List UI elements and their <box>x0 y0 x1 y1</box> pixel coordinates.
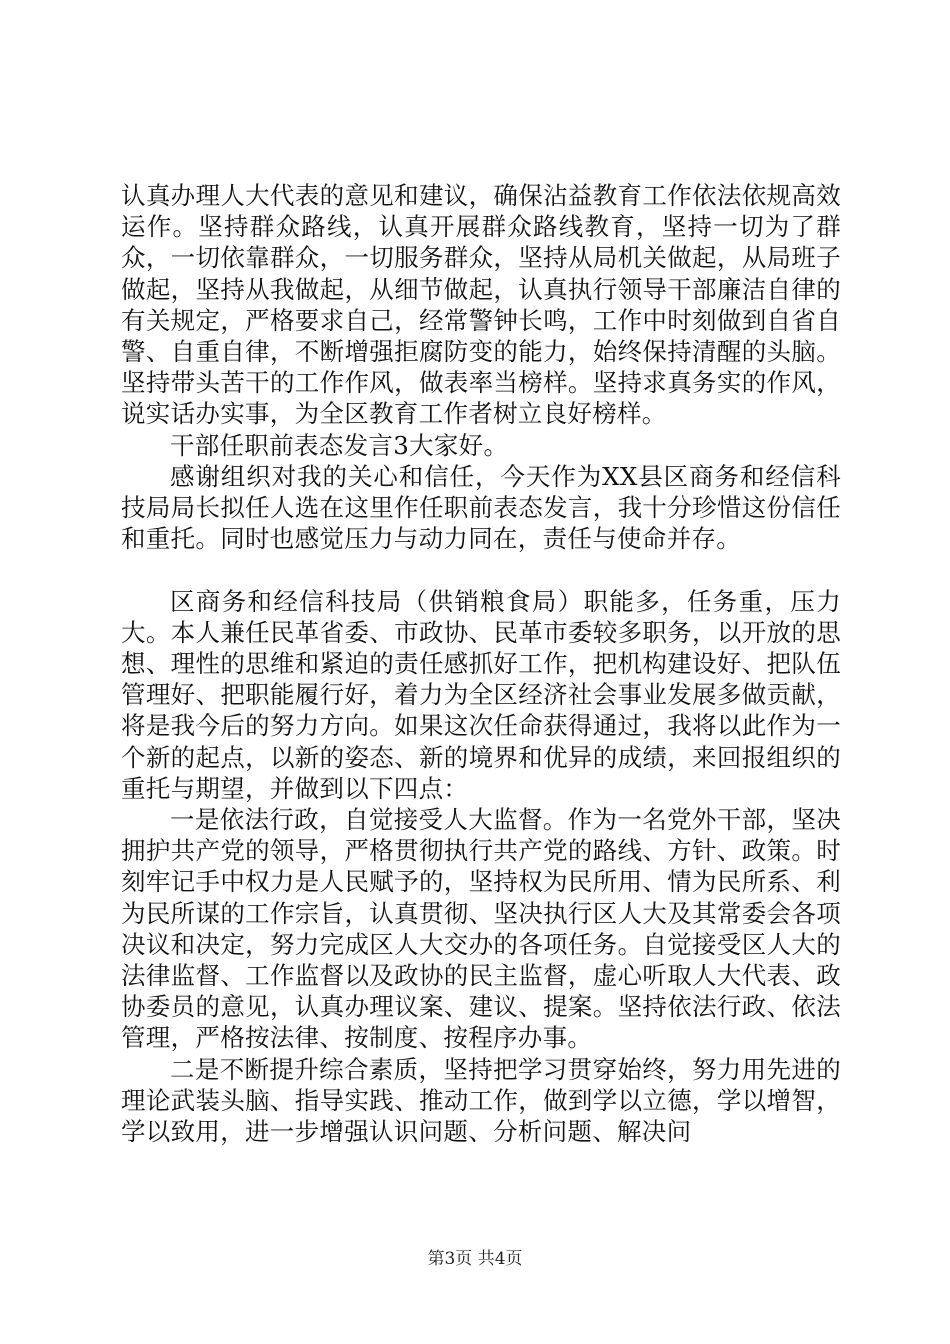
page-number-footer: 第3页 共4页 <box>427 1249 523 1269</box>
document-body <box>121 180 841 1147</box>
paragraph-6: 二是不断提升综合素质，坚持把学习贯穿始终，努力用先进的理论武装头脑、指导实践、推动工作，做到学以立德，学以增智，学以致用，进一步增强认识问题、分析问题、解决问 <box>121 1054 841 1147</box>
paragraph-5: 一是依法行政，自觉接受人大监督。作为一名党外干部，坚决拥护共产党的领导，严格贯彻执行共产党的路线、方针、政策。时刻牢记手中权力是人民赋予的，坚持权为民所用、情为民所系、利为民所谋的工作宗旨，认真贯彻、坚决执行区人大及其常委会各项决议和决定，努力完成区人大交办的各项任务。自觉接受区人大的法律监督、工作监督以及政协的民主监督，虚心听取人大代表、政协委员的意见，认真办理议案、建议、提案。坚持依法行政、依法管理，严格按法律、按制度、按程序办事。 <box>121 805 841 1053</box>
paragraph-2: 干部任职前表态发言3大家好。 <box>170 430 509 460</box>
paragraph-3: 感谢组织对我的关心和信任，今天作为XX县区商务和经信科技局局长拟任人选在这里作任职前表态发言，我十分珍惜这份信任和重托。同时也感觉压力与动力同在，责任与使命并存。 <box>121 461 841 554</box>
paragraph-4: 区商务和经信科技局（供销粮食局）职能多，任务重，压力大。本人兼任民革省委、市政协、民革市委较多职务，以开放的思想、理性的思维和紧迫的责任感抓好工作，把机构建设好、把队伍管理好、把职能履行好，着力为全区经济社会事业发展多做贡献，将是我今后的努力方向。如果这次任命获得通过，我将以此作为一个新的起点，以新的姿态、新的境界和优异的成绩，来回报组织的重托与期望，并做到以下四点： <box>121 586 841 803</box>
paragraph-gap <box>121 554 841 585</box>
paragraph-1: 认真办理人大代表的意见和建议，确保沾益教育工作依法依规高效运作。坚持群众路线，认真开展群众路线教育，坚持一切为了群众，一切依靠群众，一切服务群众，坚持从局机关做起，从局班子做起，坚持从我做起，从细节做起，认真执行领导干部廉洁自律的有关规定，严格要求自己，经常警钟长鸣，工作中时刻做到自省自警、自重自律，不断增强拒腐防变的能力，始终保持清醒的头脑。坚持带头苦干的工作作风，做表率当榜样。坚持求真务实的作风，说实话办实事，为全区教育工作者树立良好榜样。 <box>121 181 841 429</box>
